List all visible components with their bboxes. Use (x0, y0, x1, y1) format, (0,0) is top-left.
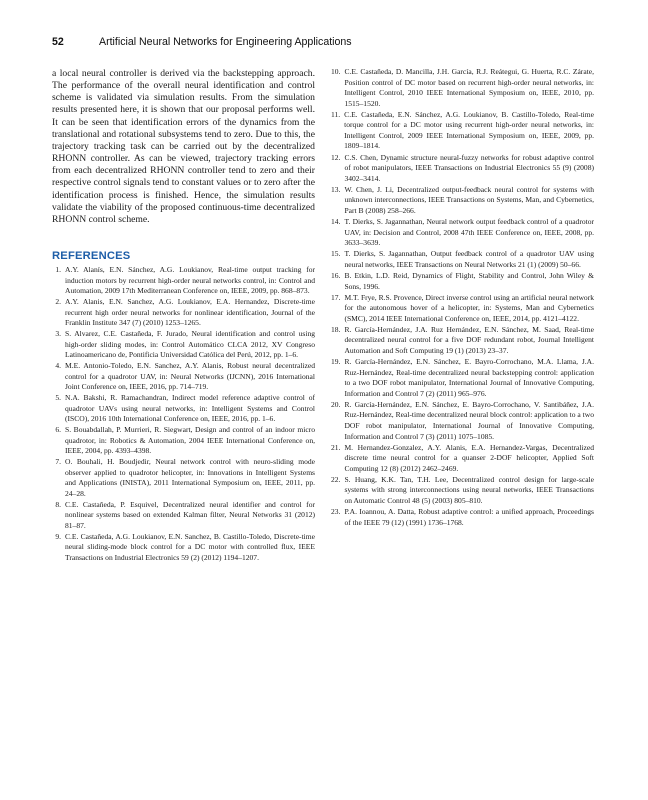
reference-number: 18. (331, 324, 341, 334)
reference-text: T. Dierks, S. Jagannathan, Neural network output feedback control of a quadrotor UAV, in: Decision and Control, 2008 47th IEEE Conference on, IEEE, 2008, pp. 3633–3639. (344, 217, 594, 248)
reference-item (52, 297, 315, 329)
reference-item (331, 271, 594, 292)
reference-item (331, 249, 594, 270)
reference-number: 22. (331, 474, 341, 484)
reference-text: T. Dierks, S. Jagannathan, Output feedback control of a quadrotor UAV using neural networks, IEEE Transactions on Neural Networks 21 (1) (2009) 50–66. (344, 249, 594, 269)
reference-item (52, 393, 315, 425)
reference-item (52, 361, 315, 393)
left-column (52, 68, 315, 564)
references-heading: REFERENCES (52, 250, 131, 263)
reference-item (331, 325, 594, 357)
reference-list-left (52, 265, 315, 563)
reference-item (331, 185, 594, 217)
reference-number: 11. (331, 109, 341, 119)
reference-text: A.Y. Alanís, E.N. Sánchez, A.G. Loukianov, Real-time output tracking for induction motors by recurrent high-order neural networks control, in: Control and Automation, 2009 17th Mediterranean Conference on, IEEE, 2009, pp. 868–873. (65, 265, 315, 296)
reference-text: R. García-Hernández, E.N. Sánchez, E. Bayro-Corrochano, M.A. Llama, J.A. Ruz-Hernández, Real-time decentralized neural backstepping control: application to a two DOF robot manipulator, International Journal of Innovative Computing, Information and Control 7 (2) (2011) 965–976. (344, 357, 594, 398)
reference-text: M. Hernandez-Gonzalez, A.Y. Alanis, E.A. Hernandez-Vargas, Decentralized discrete time neural control for a quanser 2-DOF helicopter, Applied Soft Computing 12 (8) (2012) 2462–2469. (344, 442, 594, 473)
reference-item (52, 425, 315, 457)
reference-item (52, 532, 315, 564)
reference-text: P.A. Ioannou, A. Datta, Robust adaptive control: a unified approach, Proceedings of the IEEE 79 (12) (1991) 1736–1768. (344, 507, 594, 527)
reference-number: 20. (331, 399, 341, 409)
reference-number: 10. (331, 67, 341, 76)
reference-item (331, 293, 594, 325)
reference-text: S. Bouabdallah, P. Murrieri, R. Siegwart, Design and control of an indoor micro quadrotor, in: Robotics & Automation, 2004 IEEE International Conference on, IEEE, 2004, pp. 4393–4398. (65, 425, 315, 456)
reference-item (331, 110, 594, 152)
reference-item (331, 67, 594, 109)
reference-text: R. García-Hernández, J.A. Ruz Hernández, E.N. Sánchez, M. Saad, Real-time decentralized neural control for a five DOF redundant robot, Journal Intelligent Automation and Soft Computing 19 (1) (2013) 23–37. (344, 324, 594, 355)
reference-number: 5. (55, 393, 61, 403)
reference-text: O. Bouhali, H. Boudjedir, Neural network control with neuro-sliding mode observer applied to quadrotor helicopter, in: Innovations in Intelligent Systems and Applications (INISTA), 2011 International Symposium on, IEEE, 2011, pp. 24–28. (65, 457, 315, 498)
page-number: 52 (52, 36, 64, 48)
reference-item (52, 329, 315, 361)
reference-number: 8. (55, 499, 61, 509)
reference-text: S. Huang, K.K. Tan, T.H. Lee, Decentralized control design for large-scale systems with strong interconnections using neural networks, IEEE Transactions on Automatic Control 48 (5) (2003) 805–810. (344, 474, 594, 505)
reference-item (52, 457, 315, 499)
reference-number: 3. (55, 329, 61, 339)
reference-number: 17. (331, 292, 341, 302)
reference-number: 12. (331, 152, 341, 162)
reference-text: C.E. Castañeda, P. Esquivel, Decentralized neural identifier and control for nonlinear systems based on extended Kalman filter, Neural Networks 31 (2012) 81–87. (65, 499, 315, 530)
reference-text: C.S. Chen, Dynamic structure neural-fuzzy networks for robust adaptive control of robot manipulators, IEEE Transactions on Industrial Electronics 55 (9) (2008) 3402–3414. (344, 152, 594, 183)
reference-number: 23. (331, 507, 341, 517)
reference-number: 9. (55, 531, 61, 541)
reference-text: B. Etkin, L.D. Reid, Dynamics of Flight, Stability and Control, John Wiley & Sons, 1996. (344, 270, 594, 291)
page-header (52, 36, 608, 52)
reference-text: C.E. Castañeda, E.N. Sánchez, A.G. Loukianov, B. Castillo-Toledo, Real-time torque control for a DC motor using recurrent high-order neural networks, in: Intelligent Control, 2009 IEEE International Symposium on, IEEE, 2009, pp. 1809–1814. (344, 109, 594, 151)
reference-number: 7. (55, 457, 61, 467)
running-title: Artificial Neural Networks for Engineering Applications (99, 36, 352, 48)
reference-number: 6. (55, 425, 61, 435)
reference-number: 4. (55, 361, 61, 371)
reference-item (52, 500, 315, 532)
right-column (331, 67, 594, 529)
reference-number: 15. (331, 249, 341, 259)
reference-text: M.E. Antonio-Toledo, E.N. Sanchez, A.Y. Alanis, Robust neural decentralized control for a quadrotor UAV, in: Neural Networks (IJCNN), 2016 International Joint Conference on, IEEE, 2016, pp. 714–719. (65, 361, 315, 392)
reference-item (331, 507, 594, 528)
reference-number: 13. (331, 184, 341, 194)
reference-text: S. Alvarez, C.E. Castañeda, F. Jurado, Neural identification and control using high-order sliding modes, in: Control Automático CLCA 2012, XV Congreso Latinoamericano de, Pontificia Universidad Católica del Perú, 2012, pp. 1–6. (65, 329, 315, 360)
reference-item (331, 153, 594, 185)
reference-text: N.A. Bakshi, R. Ramachandran, Indirect model reference adaptive control of quadrotor UAVs using neural networks, in: Intelligent Systems and Control (ISCO), 2016 10th International Conference on, IEEE, 2016, pp. 1–6. (65, 393, 315, 424)
reference-item (331, 357, 594, 399)
reference-item (52, 265, 315, 297)
reference-text: R. García-Hernández, E.N. Sánchez, E. Bayro-Corrochano, V. Santibáñez, J.A. Ruz-Hernández, Real-time decentralized neural block control: application to a two DOF robot manipulator, International Journal of Innovative Computing, Information and Control 7 (3) (2011) 1075–1085. (344, 399, 594, 441)
reference-number: 2. (55, 297, 61, 307)
reference-item (331, 400, 594, 442)
reference-text: C.E. Castañeda, D. Mancilla, J.H. García, R.J. Reátegui, G. Huerta, R.C. Zárate, Position control of DC motor based on recurrent high-order neural networks, in: Intelligent Control, 2010 IEEE International Symposium on, IEEE, 2010, pp. 1515–1520. (344, 67, 594, 108)
reference-list-right (331, 67, 594, 528)
reference-text: C.E. Castañeda, A.G. Loukianov, E.N. Sanchez, B. Castillo-Toledo, Discrete-time neural sliding-mode block control for a DC motor with controlled flux, IEEE Transactions on Industrial Electronics 59 (2) (2012) 1194–1207. (65, 531, 315, 562)
reference-item (331, 217, 594, 249)
reference-number: 14. (331, 217, 341, 227)
reference-number: 16. (331, 270, 341, 280)
reference-item (331, 443, 594, 475)
reference-text: M.T. Frye, R.S. Provence, Direct inverse control using an artificial neural network for the autonomous hover of a helicopter, in: Systems, Man and Cybernetics (SMC), 2014 IEEE International Conference on, IEEE, 2014, pp. 4121–4122. (344, 292, 594, 323)
reference-number: 19. (331, 357, 341, 367)
reference-text: A.Y. Alanis, E.N. Sanchez, A.G. Loukianov, E.A. Hernandez, Discrete-time recurrent high order neural networks for nonlinear identification, Journal of the Franklin Institute 347 (7) (2010) 1253–1265. (65, 297, 315, 328)
reference-item (331, 475, 594, 507)
body-paragraph: a local neural controller is derived via the backstepping approach. The performance of the overall neural identification and control scheme is validated via simulation results. From the simulation results presented here, it is shown that our proposal performs well. It can be seen that identification errors of the dynamics from the translational and rotational subsystems tend to zero. Due to this, the trajectory tracking task can be carried out by the decentralized RHONN controller. As can be viewed, trajectory tracking errors from each decentralized RHONN controller tend to zero and their respective control signals tend to constant values or to zero after the identification process is finished. Hence, the simulation results validate the viability of the proposed continuous-time decentralized RHONN control scheme. (52, 68, 315, 225)
reference-text: W. Chen, J. Li, Decentralized output-feedback neural control for systems with unknown interconnections, IEEE Transactions on Systems, Man, and Cybernetics, Part B (2008) 258–266. (344, 184, 594, 215)
reference-number: 1. (55, 265, 61, 275)
reference-number: 21. (331, 442, 341, 452)
